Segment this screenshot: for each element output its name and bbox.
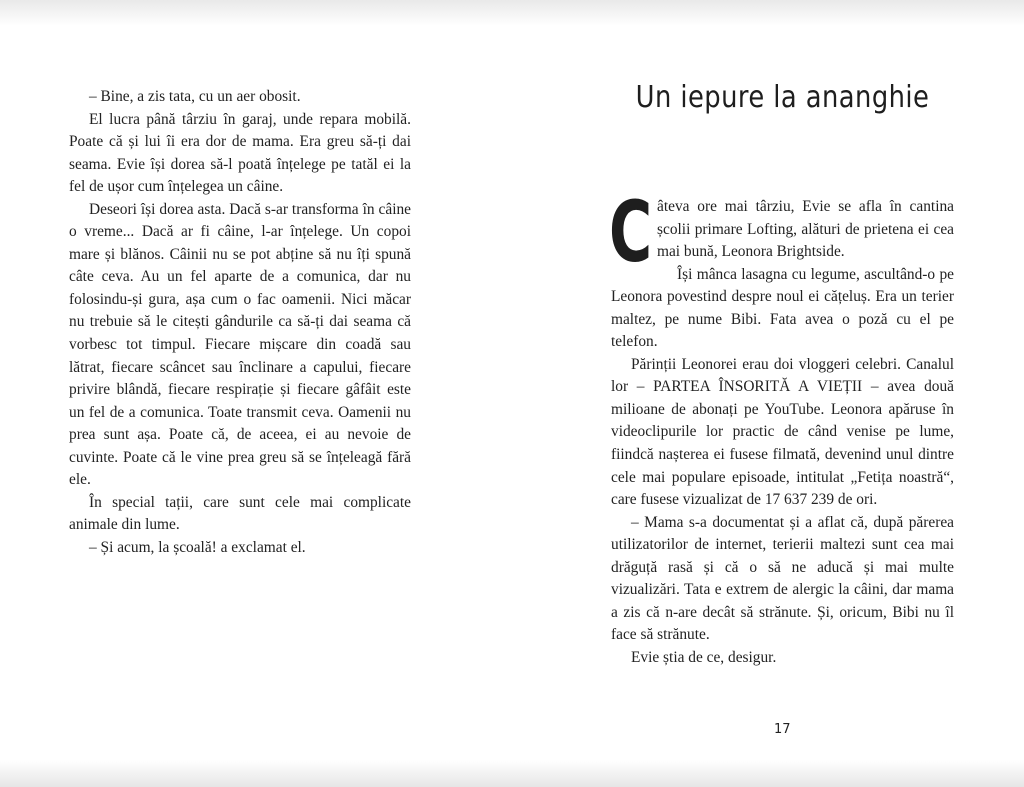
paragraph: – Mama s-a documentat și a aflat că, după părerea utilizatorilor de internet, terierii maltezi sunt cea mai drăguță rasă și că o să ne aducă și mai multe vizualizări. Tata e extrem de alergic la câini, dar mama a zis că n-are decât să strănute. Și, oricum, Bibi nu îl face să strănute. — [611, 513, 954, 644]
page-number: 17 — [774, 722, 791, 737]
paragraph: Evie știa de ce, desigur. — [631, 648, 777, 666]
right-text-column — [609, 183, 954, 669]
left-text-column — [69, 86, 411, 559]
paragraph: În special tații, care sunt cele mai complicate animale din lume. — [69, 493, 411, 534]
chapter-title: Un iepure la ananghie — [635, 80, 930, 115]
paragraph: – Bine, a zis tata, cu un aer obosit. — [89, 88, 301, 105]
paragraph: – Și acum, la școală! a exclamat el. — [89, 538, 306, 556]
first-paragraph — [609, 183, 954, 281]
drop-cap: C — [609, 183, 653, 281]
right-page — [512, 0, 1024, 787]
paragraph: El lucra până târziu în garaj, unde repara mobilă. Poate că și lui îi era dor de mama. Era greu să-ți dai seama. Evie își dorea să-l poată înțelege pe tatăl ei la fel de ușor cum înțelegea un câine. — [69, 110, 411, 196]
paragraph: Părinții Leonorei erau doi vloggeri celebri. Canalul lor – PARTEA ÎNSORITĂ A VIEȚII – avea două milioane de abonați pe YouTube. Leonora apăruse în videoclipurile lor practic de când venise pe lume, fiindcă nașterea ei fusese filmată, devenind unul dintre cele mai populare episoade, intitulat „Fetița noastră“, care fusese vizualizat de 17 637 239 de ori. — [611, 355, 954, 509]
first-paragraph-text: âteva ore mai târziu, Evie se afla în cantina școlii primare Lofting, alături de prietena ei cea mai bună, Leonora Brightside. — [657, 198, 954, 261]
paragraph: Își mânca lasagna cu legume, ascultând-o pe Leonora povestind despre noul ei cățeluș. Era un terier maltez, pe nume Bibi. Fata avea o poză cu el pe telefon. — [611, 265, 954, 351]
paragraph: Deseori își dorea asta. Dacă s-ar transforma în câine o vreme... Dacă ar fi câine, l-ar înțelege. Un copoi mare și blănos. Câinii nu se pot abține să nu îți spună câte ceva. Au un fel aparte de a comunica, dar nu folosindu-și gura, așa cum o fac oamenii. Nici măcar nu trebuie să le citești gândurile ca să-ți dai seama că vorbesc tot timpul. Fiecare mișcare din coadă sau lătrat, fiecare scâncet sau înclinare a capului, fiecare privire blândă, fiecare respirație și fiecare gâfâit este un fel de a comunica. Toate transmit ceva. Oamenii nu prea sunt așa. Poate că, de aceea, ei au nevoie de cuvinte. Poate că le vine prea greu să se înțeleagă fără ele. — [69, 200, 411, 489]
